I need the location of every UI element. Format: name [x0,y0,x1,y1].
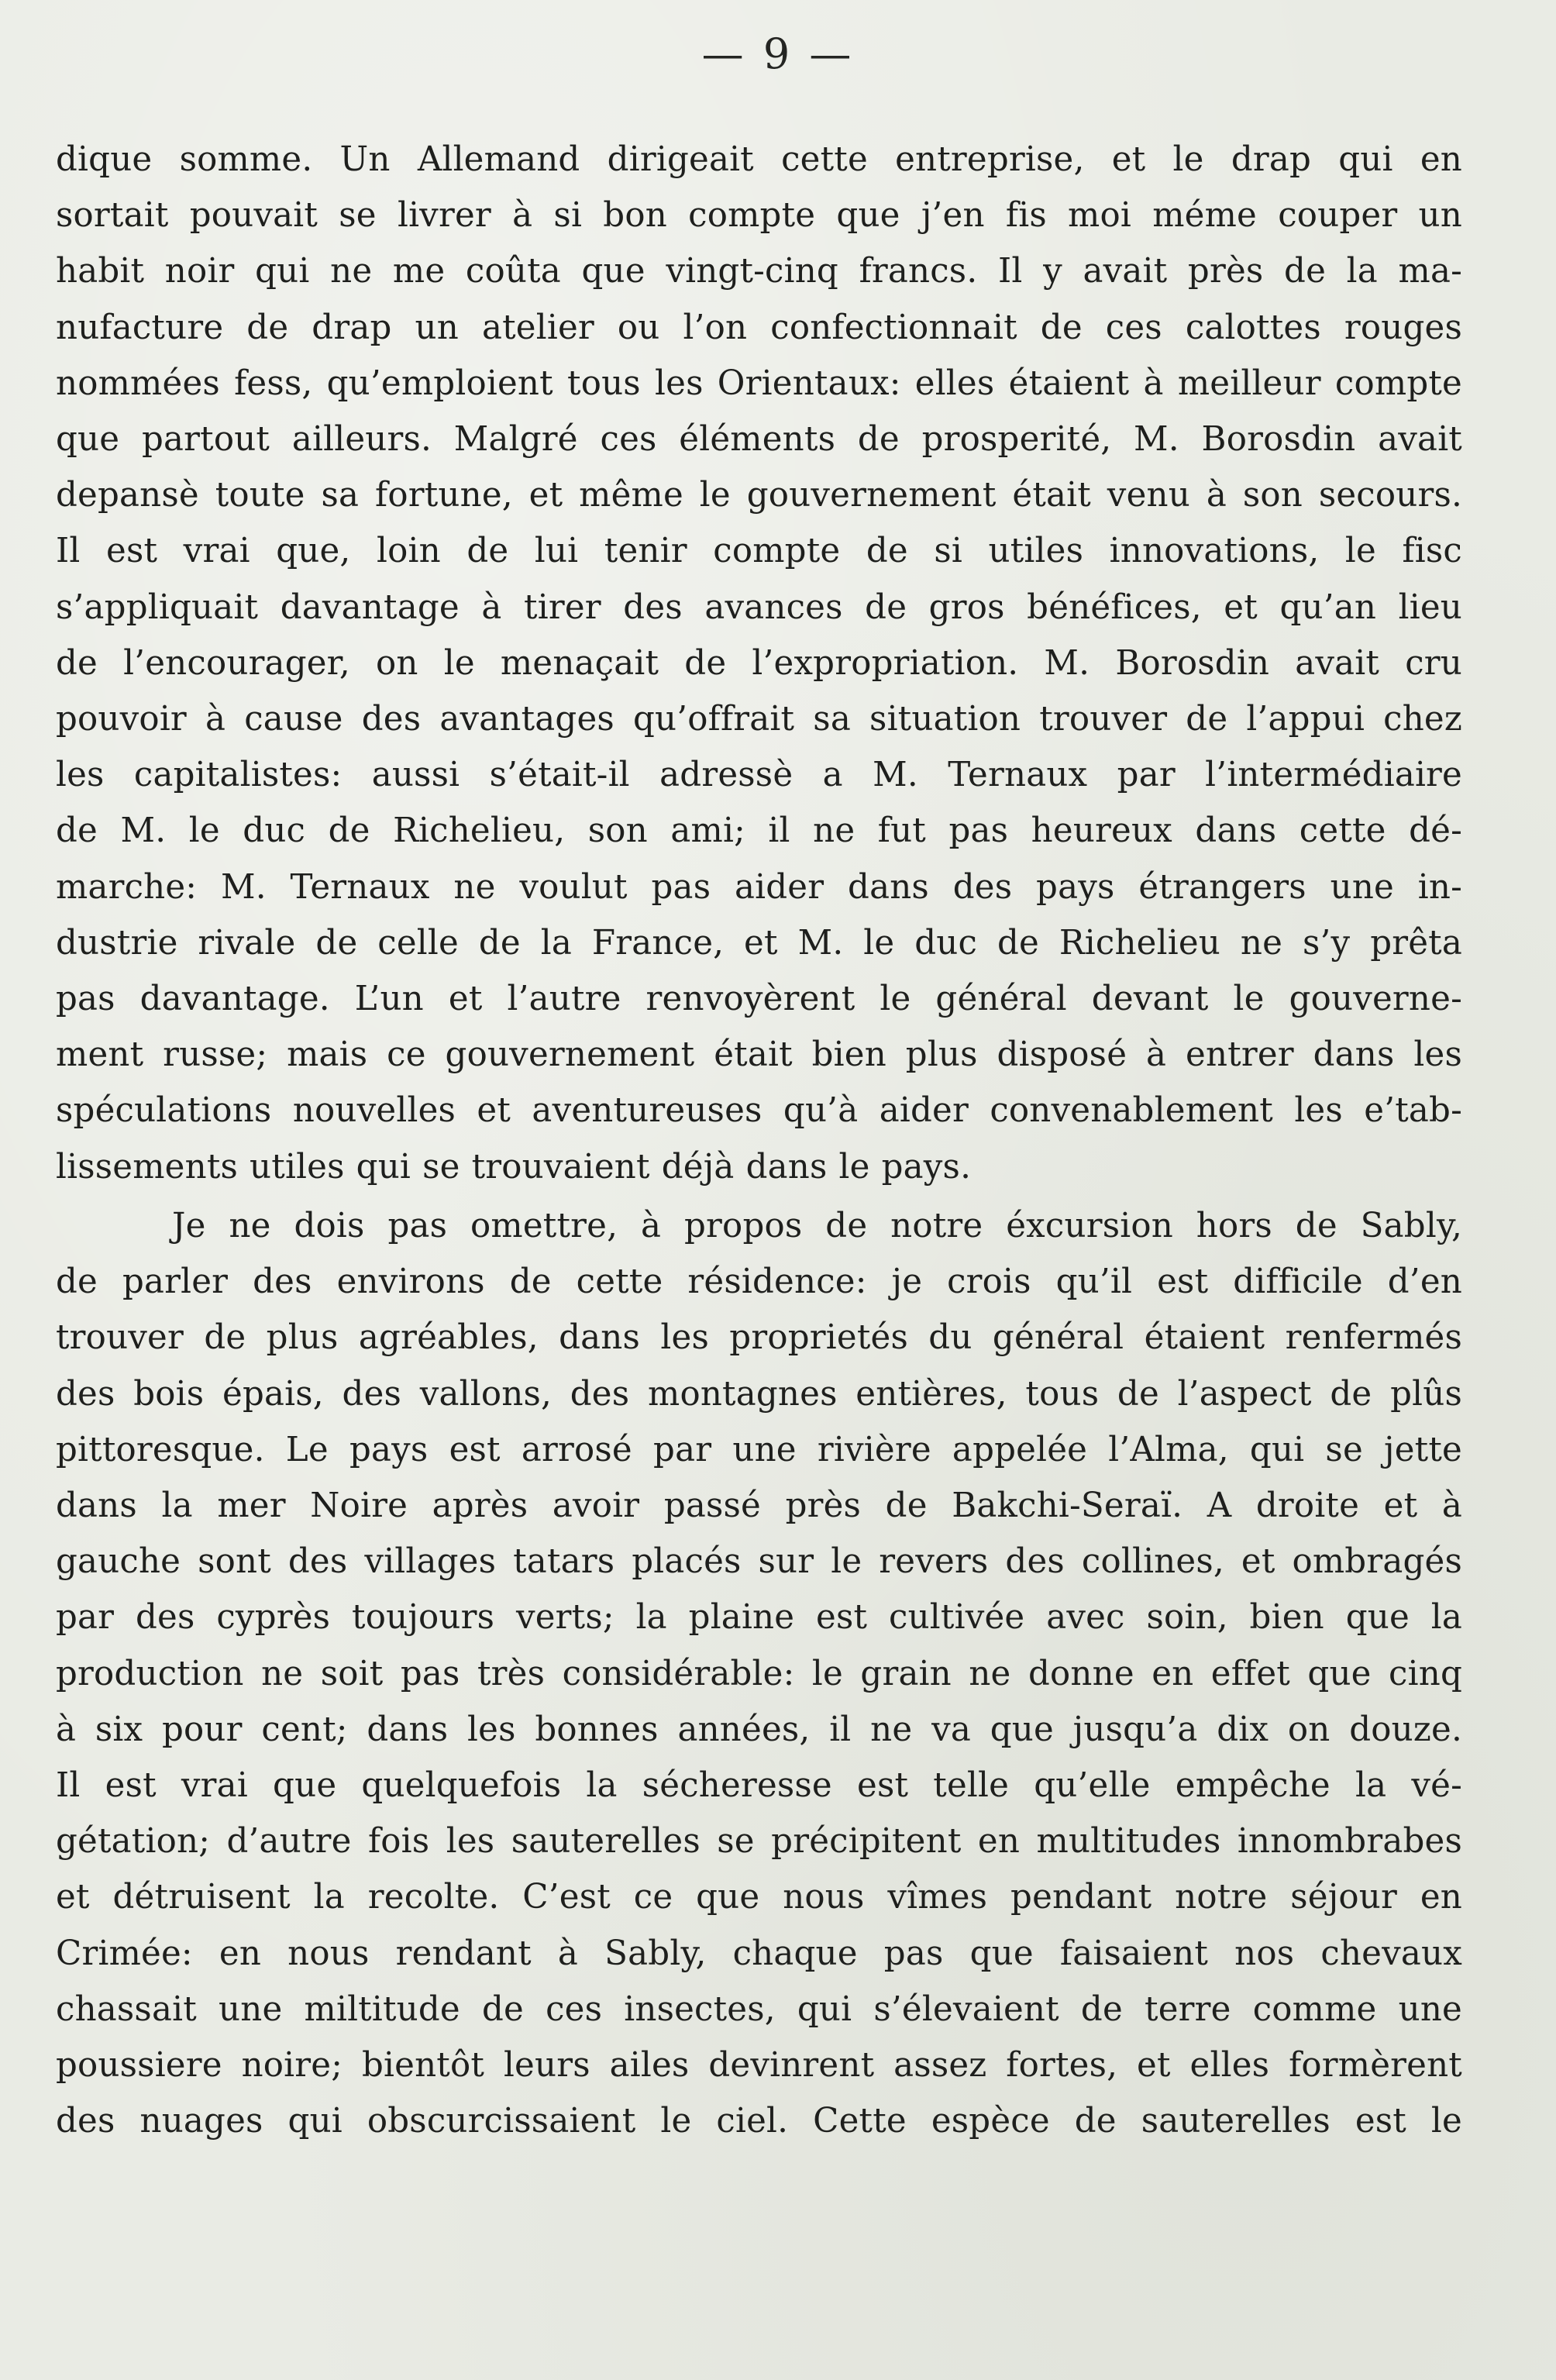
text-line: à six pour cent; dans les bonnes années, il ne va que jusqu’a dix on douze. [56,1710,1462,1749]
text-line: de parler des environs de cette résidence: je crois qu’il est difficile d’en [56,1262,1462,1302]
text-line: nommées fess, qu’emploient tous les Orientaux: elles étaient à meilleur compte [56,363,1462,403]
text-line: Crimée: en nous rendant à Sably, chaque pas que faisaient nos chevaux [56,1934,1462,1973]
text-line: habit noir qui ne me coûta que vingt-cinq francs. Il y avait près de la ma- [56,252,1462,291]
text-line: gétation; d’autre fois les sauterelles se précipitent en multitudes innombrabes [56,1822,1462,1862]
text-line: nufacture de drap un atelier ou l’on confectionnait de ces calottes rouges [56,308,1462,347]
paragraph-1 [56,132,1462,1195]
text-line: trouver de plus agréables, dans les proprietés du général étaient renfermés [56,1318,1462,1358]
text-line: dustrie rivale de celle de la France, et M. le duc de Richelieu ne s’y prêta [56,923,1462,963]
text-line: Je ne dois pas omettre, à propos de notre éxcursion hors de Sably, [172,1207,1462,1245]
text-line: s’appliquait davantage à tirer des avances de gros bénéfices, et qu’an lieu [56,587,1462,627]
paragraph-2 [56,1198,1462,2149]
text-line: des nuages qui obscurcissaient le ciel. Cette espèce de sauterelles est le [56,2102,1462,2141]
text-line: lissements utiles qui se trouvaient déjà dans le pays. [56,1147,972,1187]
text-line: poussiere noire; bientôt leurs ailes devinrent assez fortes, et elles formèrent [56,2046,1462,2086]
text-line: dique somme. Un Allemand dirigeait cette entreprise, et le drap qui en [56,140,1462,179]
text-line: pittoresque. Le pays est arrosé par une rivière appelée l’Alma, qui se jette [56,1430,1462,1469]
text-line: depansè toute sa fortune, et même le gouvernement était venu à son secours. [56,476,1462,515]
text-line: Il est vrai que quelquefois la sécheresse est telle qu’elle empêche la vé- [56,1766,1462,1806]
page-number: — 9 — [701,29,855,78]
text-line: que partout ailleurs. Malgré ces éléments de prosperité, M. Borosdin avait [56,420,1462,460]
text-line: des bois épais, des vallons, des montagnes entières, tous de l’aspect de plûs [56,1374,1462,1414]
text-line: de M. le duc de Richelieu, son ami; il ne fut pas heureux dans cette dé- [56,811,1462,851]
text-line: sortait pouvait se livrer à si bon compte que j’en fis moi méme couper un [56,196,1462,236]
text-line: dans la mer Noire après avoir passé près de Bakchi-Seraï. A droite et à [56,1486,1462,1526]
text-line: et détruisent la recolte. C’est ce que nous vîmes pendant notre séjour en [56,1878,1462,1917]
text-line: par des cyprès toujours verts; la plaine est cultivée avec soin, bien que la [56,1598,1462,1638]
text-line: production ne soit pas très considérable: le grain ne donne en effet que cinq [56,1654,1462,1693]
text-line: gauche sont des villages tatars placés sur le revers des collines, et ombragés [56,1542,1462,1582]
text-line: pouvoir à cause des avantages qu’offrait sa situation trouver de l’appui chez [56,700,1462,739]
text-line: de l’encourager, on le menaçait de l’expropriation. M. Borosdin avait cru [56,643,1462,683]
text-line: chassait une miltitude de ces insectes, qui s’élevaient de terre comme une [56,1989,1462,2029]
text-line: spéculations nouvelles et aventureuses qu’à aider convenablement les e’tab- [56,1091,1462,1131]
text-line: pas davantage. L’un et l’autre renvoyèrent le général devant le gouverne- [56,980,1462,1019]
text-line: les capitalistes: aussi s’était-il adressè a M. Ternaux par l’intermédiaire [56,756,1462,795]
text-line: Il est vrai que, loin de lui tenir compte de si utiles innovations, le fisc [56,532,1462,571]
text-line: marche: M. Ternaux ne voulut pas aider dans des pays étrangers une in- [56,867,1462,907]
text-line: ment russe; mais ce gouvernement était bien plus disposé à entrer dans les [56,1035,1462,1075]
